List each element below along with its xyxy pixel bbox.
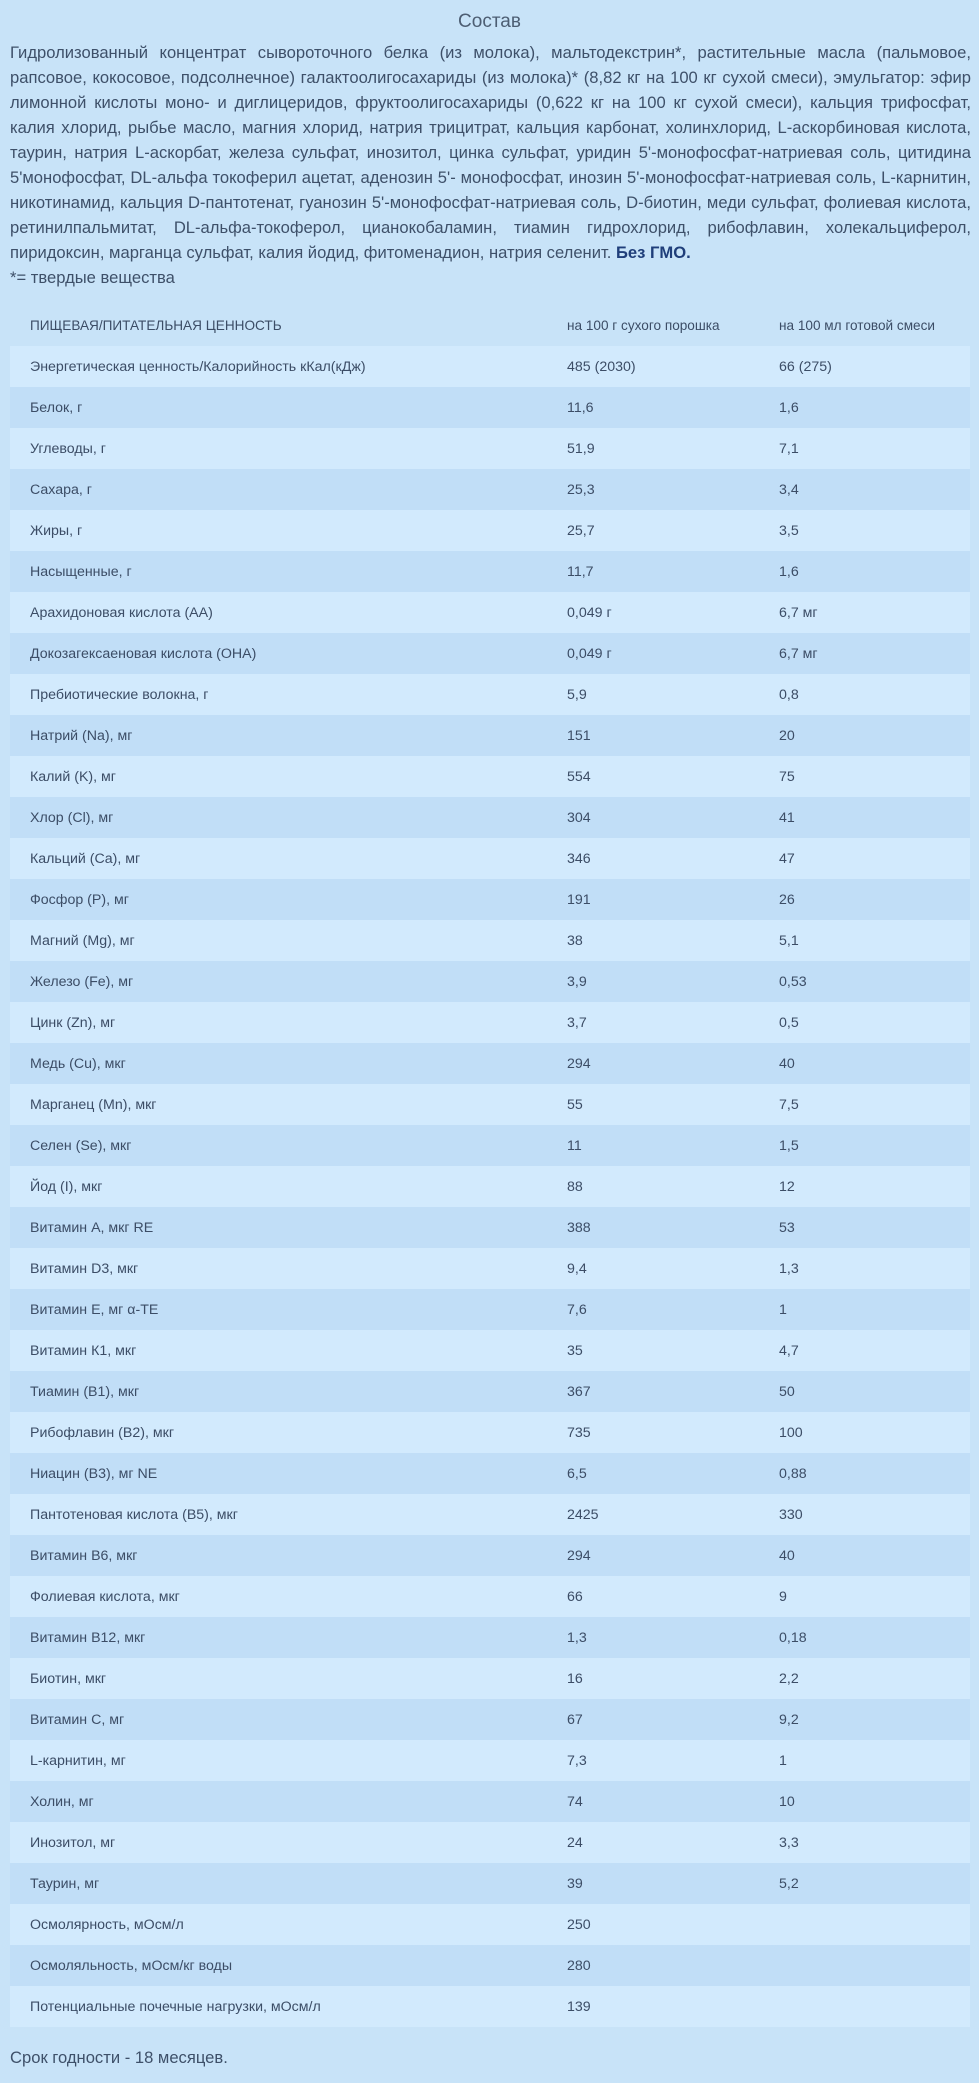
nutrient-name: Медь (Cu), мкг bbox=[30, 1055, 126, 1072]
nutrient-name: L-карнитин, мг bbox=[30, 1752, 126, 1769]
value-per-100g: 25,3 bbox=[567, 481, 595, 498]
table-row bbox=[10, 920, 970, 961]
table-row bbox=[10, 1904, 970, 1945]
table-row bbox=[10, 1453, 970, 1494]
value-per-100g: 0,049 г bbox=[567, 645, 612, 662]
nutrient-name: Биотин, мкг bbox=[30, 1670, 107, 1687]
value-per-100g: 191 bbox=[567, 891, 591, 908]
table-row bbox=[10, 756, 970, 797]
value-per-100g: 2425 bbox=[567, 1506, 599, 1523]
value-per-100g: 35 bbox=[567, 1342, 583, 1359]
table-row bbox=[10, 715, 970, 756]
table-row bbox=[10, 1945, 970, 1986]
table-row bbox=[10, 1576, 970, 1617]
value-per-100g: 0,049 г bbox=[567, 604, 612, 621]
value-per-100ml bbox=[759, 1945, 970, 1986]
nutrient-name: Пантотеновая кислота (B5), мкг bbox=[30, 1506, 238, 1523]
value-per-100ml: 3,3 bbox=[779, 1834, 799, 1851]
value-per-100ml: 4,7 bbox=[779, 1342, 799, 1359]
value-per-100ml: 10 bbox=[779, 1793, 795, 1810]
table-row bbox=[10, 1043, 970, 1084]
composition-text bbox=[10, 40, 971, 265]
table-row bbox=[10, 346, 970, 387]
value-per-100ml: 330 bbox=[779, 1506, 803, 1523]
nutrient-name: Белок, г bbox=[30, 399, 83, 416]
value-per-100g: 39 bbox=[567, 1875, 583, 1892]
header-per-100ml: на 100 мл готовой смеси bbox=[779, 318, 936, 333]
value-per-100g: 294 bbox=[567, 1055, 591, 1072]
value-per-100ml: 0,5 bbox=[779, 1014, 799, 1031]
value-per-100ml: 100 bbox=[779, 1424, 803, 1441]
value-per-100ml: 3,5 bbox=[779, 522, 799, 539]
value-per-100ml: 50 bbox=[779, 1383, 795, 1400]
value-per-100g: 5,9 bbox=[567, 686, 587, 703]
header-row bbox=[10, 305, 970, 346]
value-per-100ml: 7,1 bbox=[779, 440, 799, 457]
nutrient-name: Арахидоновая кислота (АА) bbox=[30, 604, 213, 621]
table-row bbox=[10, 1248, 970, 1289]
value-per-100ml: 1 bbox=[779, 1752, 787, 1769]
composition-ingredients: Гидролизованный концентрат сывороточного белка (из молока), мальтодекстрин*, растительные масла (пальмовое, рапсовое, кокосовое, подсолнечное) галактоолигосахариды (из молока)* (8,82 кг на 100 кг сухой смеси), эмульгатор: эфир лимонной кислоты моно- и диглицеридов, фруктоолигосахариды (0,622 кг на 100 кг сухой смеси), кальция трифосфат, калия хлорид, рыбье масло, магния хлорид, натрия трицитрат, кальция карбонат, холинхлорид, L-аскорбиновая кислота, таурин, натрия L-аскорбат, железа сульфат, инозитол, цинка сульфат, уридин 5'-монофосфат-натриевая соль, цитидина 5'монофосфат, DL-альфа токоферил ацетат, аденозин 5'- монофосфат, инозин 5'-монофосфат-натриевая соль, L-карнитин, никотинамид, кальция D-пантотенат, гуанозин 5'-монофосфат-натриевая соль, D-биотин, меди сульфат, фолиевая кислота, ретинилпальмитат, DL-альфа-токоферол, цианокобаламин, тиамин гидрохлорид, рибофлавин, холекальциферол, пиридоксин, марганца сульфат, калия йодид, фитоменадион, натрия селенит. bbox=[10, 43, 971, 262]
value-per-100ml: 0,88 bbox=[779, 1465, 807, 1482]
nutrition-table-body bbox=[10, 346, 970, 2027]
value-per-100g: 9,4 bbox=[567, 1260, 587, 1277]
value-per-100g: 1,3 bbox=[567, 1629, 587, 1646]
value-per-100g: 51,9 bbox=[567, 440, 595, 457]
value-per-100g: 346 bbox=[567, 850, 591, 867]
nutrient-name: Йод (I), мкг bbox=[30, 1178, 103, 1195]
nutrient-name: Хлор (Cl), мг bbox=[30, 809, 114, 826]
table-row bbox=[10, 1986, 970, 2027]
value-per-100g: 554 bbox=[567, 768, 591, 785]
nutrient-name: Фосфор (P), мг bbox=[30, 891, 129, 908]
value-per-100ml: 26 bbox=[779, 891, 795, 908]
value-per-100ml: 1,6 bbox=[779, 563, 799, 580]
nutrient-name: Железо (Fe), мг bbox=[30, 973, 134, 990]
table-row bbox=[10, 1617, 970, 1658]
table-row bbox=[10, 1494, 970, 1535]
value-per-100g: 38 bbox=[567, 932, 583, 949]
header-per-100g: на 100 г сухого порошка bbox=[567, 318, 720, 333]
nutrient-name: Насыщенные, г bbox=[30, 563, 132, 580]
table-row bbox=[10, 1207, 970, 1248]
value-per-100g: 388 bbox=[567, 1219, 591, 1236]
table-row bbox=[10, 1125, 970, 1166]
value-per-100ml: 20 bbox=[779, 727, 795, 744]
value-per-100g: 485 (2030) bbox=[567, 358, 636, 375]
value-per-100g: 74 bbox=[567, 1793, 583, 1810]
nutrient-name: Рибофлавин (B2), мкг bbox=[30, 1424, 174, 1441]
table-row bbox=[10, 428, 970, 469]
nutrient-name: Углеводы, г bbox=[30, 440, 106, 457]
table-row bbox=[10, 961, 970, 1002]
table-row bbox=[10, 1658, 970, 1699]
nutrient-name: Витамин D3, мкг bbox=[30, 1260, 139, 1277]
value-per-100ml: 9 bbox=[779, 1588, 787, 1605]
no-gmo-label: Без ГМО. bbox=[615, 243, 691, 262]
table-row bbox=[10, 1289, 970, 1330]
value-per-100ml: 6,7 мг bbox=[779, 604, 818, 621]
value-per-100ml: 40 bbox=[779, 1547, 795, 1564]
table-row bbox=[10, 1863, 970, 1904]
value-per-100g: 24 bbox=[567, 1834, 583, 1851]
table-row bbox=[10, 838, 970, 879]
value-per-100ml: 2,2 bbox=[779, 1670, 799, 1687]
table-row bbox=[10, 879, 970, 920]
value-per-100g: 294 bbox=[567, 1547, 591, 1564]
nutrient-name: Витамин B6, мкг bbox=[30, 1547, 138, 1564]
value-per-100g: 11,7 bbox=[567, 563, 594, 580]
value-per-100ml: 5,1 bbox=[779, 932, 799, 949]
value-per-100g: 88 bbox=[567, 1178, 583, 1195]
value-per-100ml: 1,5 bbox=[779, 1137, 799, 1154]
table-row bbox=[10, 674, 970, 715]
table-row bbox=[10, 1371, 970, 1412]
value-per-100g: 66 bbox=[567, 1588, 583, 1605]
nutrient-name: Магний (Mg), мг bbox=[30, 932, 135, 949]
nutrient-name: Ниацин (B3), мг NE bbox=[30, 1465, 158, 1482]
value-per-100g: 11 bbox=[567, 1137, 582, 1154]
nutrient-name: Фолиевая кислота, мкг bbox=[30, 1588, 180, 1605]
value-per-100ml: 41 bbox=[779, 809, 795, 826]
nutrient-name: Энергетическая ценность/Калорийность кКал(кДж) bbox=[30, 358, 366, 375]
nutrient-name: Витамин Е, мг α-TE bbox=[30, 1301, 159, 1318]
table-row bbox=[10, 1412, 970, 1453]
nutrient-name: Холин, мг bbox=[30, 1793, 94, 1810]
value-per-100g: 7,3 bbox=[567, 1752, 587, 1769]
table-row bbox=[10, 1740, 970, 1781]
value-per-100g: 151 bbox=[567, 727, 591, 744]
value-per-100ml: 75 bbox=[779, 768, 795, 785]
value-per-100g: 6,5 bbox=[567, 1465, 587, 1482]
table-row bbox=[10, 1084, 970, 1125]
value-per-100ml bbox=[759, 1904, 970, 1945]
table-row bbox=[10, 1535, 970, 1576]
nutrient-name: Цинк (Zn), мг bbox=[30, 1014, 116, 1031]
nutrient-name: Потенциальные почечные нагрузки, мОсм/л bbox=[30, 1998, 321, 2015]
nutrient-name: Инозитол, мг bbox=[30, 1834, 116, 1851]
value-per-100g: 16 bbox=[567, 1670, 583, 1687]
value-per-100g: 367 bbox=[567, 1383, 591, 1400]
table-row bbox=[10, 387, 970, 428]
value-per-100ml bbox=[759, 1986, 970, 2027]
table-row bbox=[10, 1330, 970, 1371]
value-per-100ml: 0,18 bbox=[779, 1629, 807, 1646]
value-per-100ml: 40 bbox=[779, 1055, 795, 1072]
value-per-100g: 55 bbox=[567, 1096, 583, 1113]
value-per-100ml: 3,4 bbox=[779, 481, 799, 498]
value-per-100g: 139 bbox=[567, 1998, 591, 2015]
nutrient-name: Тиамин (B1), мкг bbox=[30, 1383, 140, 1400]
nutrient-name: Витамин С, мг bbox=[30, 1711, 125, 1728]
value-per-100ml: 6,7 мг bbox=[779, 645, 818, 662]
nutrient-name: Марганец (Mn), мкг bbox=[30, 1096, 157, 1113]
value-per-100ml: 1,3 bbox=[779, 1260, 799, 1277]
header-nutrient: ПИЩЕВАЯ/ПИТАТЕЛЬНАЯ ЦЕННОСТЬ bbox=[30, 318, 282, 333]
value-per-100g: 7,6 bbox=[567, 1301, 587, 1318]
nutrient-name: Осмолярность, мОсм/л bbox=[30, 1916, 184, 1933]
value-per-100g: 280 bbox=[567, 1957, 591, 1974]
table-row bbox=[10, 469, 970, 510]
section-title: Состав bbox=[458, 11, 521, 32]
nutrient-name: Натрий (Na), мг bbox=[30, 727, 133, 744]
nutrient-name: Витамин К1, мкг bbox=[30, 1342, 137, 1359]
table-row bbox=[10, 1822, 970, 1863]
nutrient-name: Докозагексаеновая кислота (ОНА) bbox=[30, 645, 257, 662]
value-per-100ml: 5,2 bbox=[779, 1875, 799, 1892]
value-per-100g: 304 bbox=[567, 809, 591, 826]
table-row bbox=[10, 1781, 970, 1822]
value-per-100g: 735 bbox=[567, 1424, 591, 1441]
nutrient-name: Сахара, г bbox=[30, 481, 92, 498]
value-per-100ml: 7,5 bbox=[779, 1096, 799, 1113]
nutrient-name: Таурин, мг bbox=[30, 1875, 100, 1892]
table-row bbox=[10, 797, 970, 838]
nutrient-name: Калий (K), мг bbox=[30, 768, 116, 785]
table-row bbox=[10, 1699, 970, 1740]
table-row bbox=[10, 1166, 970, 1207]
value-per-100ml: 0,53 bbox=[779, 973, 807, 990]
nutrient-name: Осмоляльность, мОсм/кг воды bbox=[30, 1957, 233, 1974]
shelf-life: Срок годности - 18 месяцев. bbox=[10, 2048, 228, 2067]
value-per-100g: 25,7 bbox=[567, 522, 595, 539]
nutrient-name: Витамин А, мкг RE bbox=[30, 1219, 154, 1236]
value-per-100ml: 66 (275) bbox=[779, 358, 832, 375]
value-per-100g: 3,7 bbox=[567, 1014, 587, 1031]
table-row bbox=[10, 592, 970, 633]
nutrient-name: Кальций (Ca), мг bbox=[30, 850, 141, 867]
footnote: *= твердые вещества bbox=[10, 268, 175, 287]
nutrient-name: Селен (Se), мкг bbox=[30, 1137, 132, 1154]
value-per-100ml: 1,6 bbox=[779, 399, 799, 416]
table-row bbox=[10, 510, 970, 551]
value-per-100g: 3,9 bbox=[567, 973, 587, 990]
value-per-100ml: 9,2 bbox=[779, 1711, 799, 1728]
value-per-100ml: 53 bbox=[779, 1219, 795, 1236]
table-row bbox=[10, 551, 970, 592]
nutrient-name: Жиры, г bbox=[30, 522, 83, 539]
value-per-100ml: 1 bbox=[779, 1301, 787, 1318]
value-per-100g: 67 bbox=[567, 1711, 583, 1728]
value-per-100ml: 12 bbox=[779, 1178, 795, 1195]
nutrition-table bbox=[10, 305, 970, 2027]
value-per-100ml: 47 bbox=[779, 850, 795, 867]
value-per-100g: 11,6 bbox=[567, 399, 594, 416]
nutrition-table-header bbox=[10, 305, 970, 346]
table-row bbox=[10, 1002, 970, 1043]
table-row bbox=[10, 633, 970, 674]
nutrient-name: Пребиотические волокна, г bbox=[30, 686, 209, 703]
value-per-100g: 250 bbox=[567, 1916, 591, 1933]
value-per-100ml: 0,8 bbox=[779, 686, 799, 703]
nutrient-name: Витамин B12, мкг bbox=[30, 1629, 146, 1646]
